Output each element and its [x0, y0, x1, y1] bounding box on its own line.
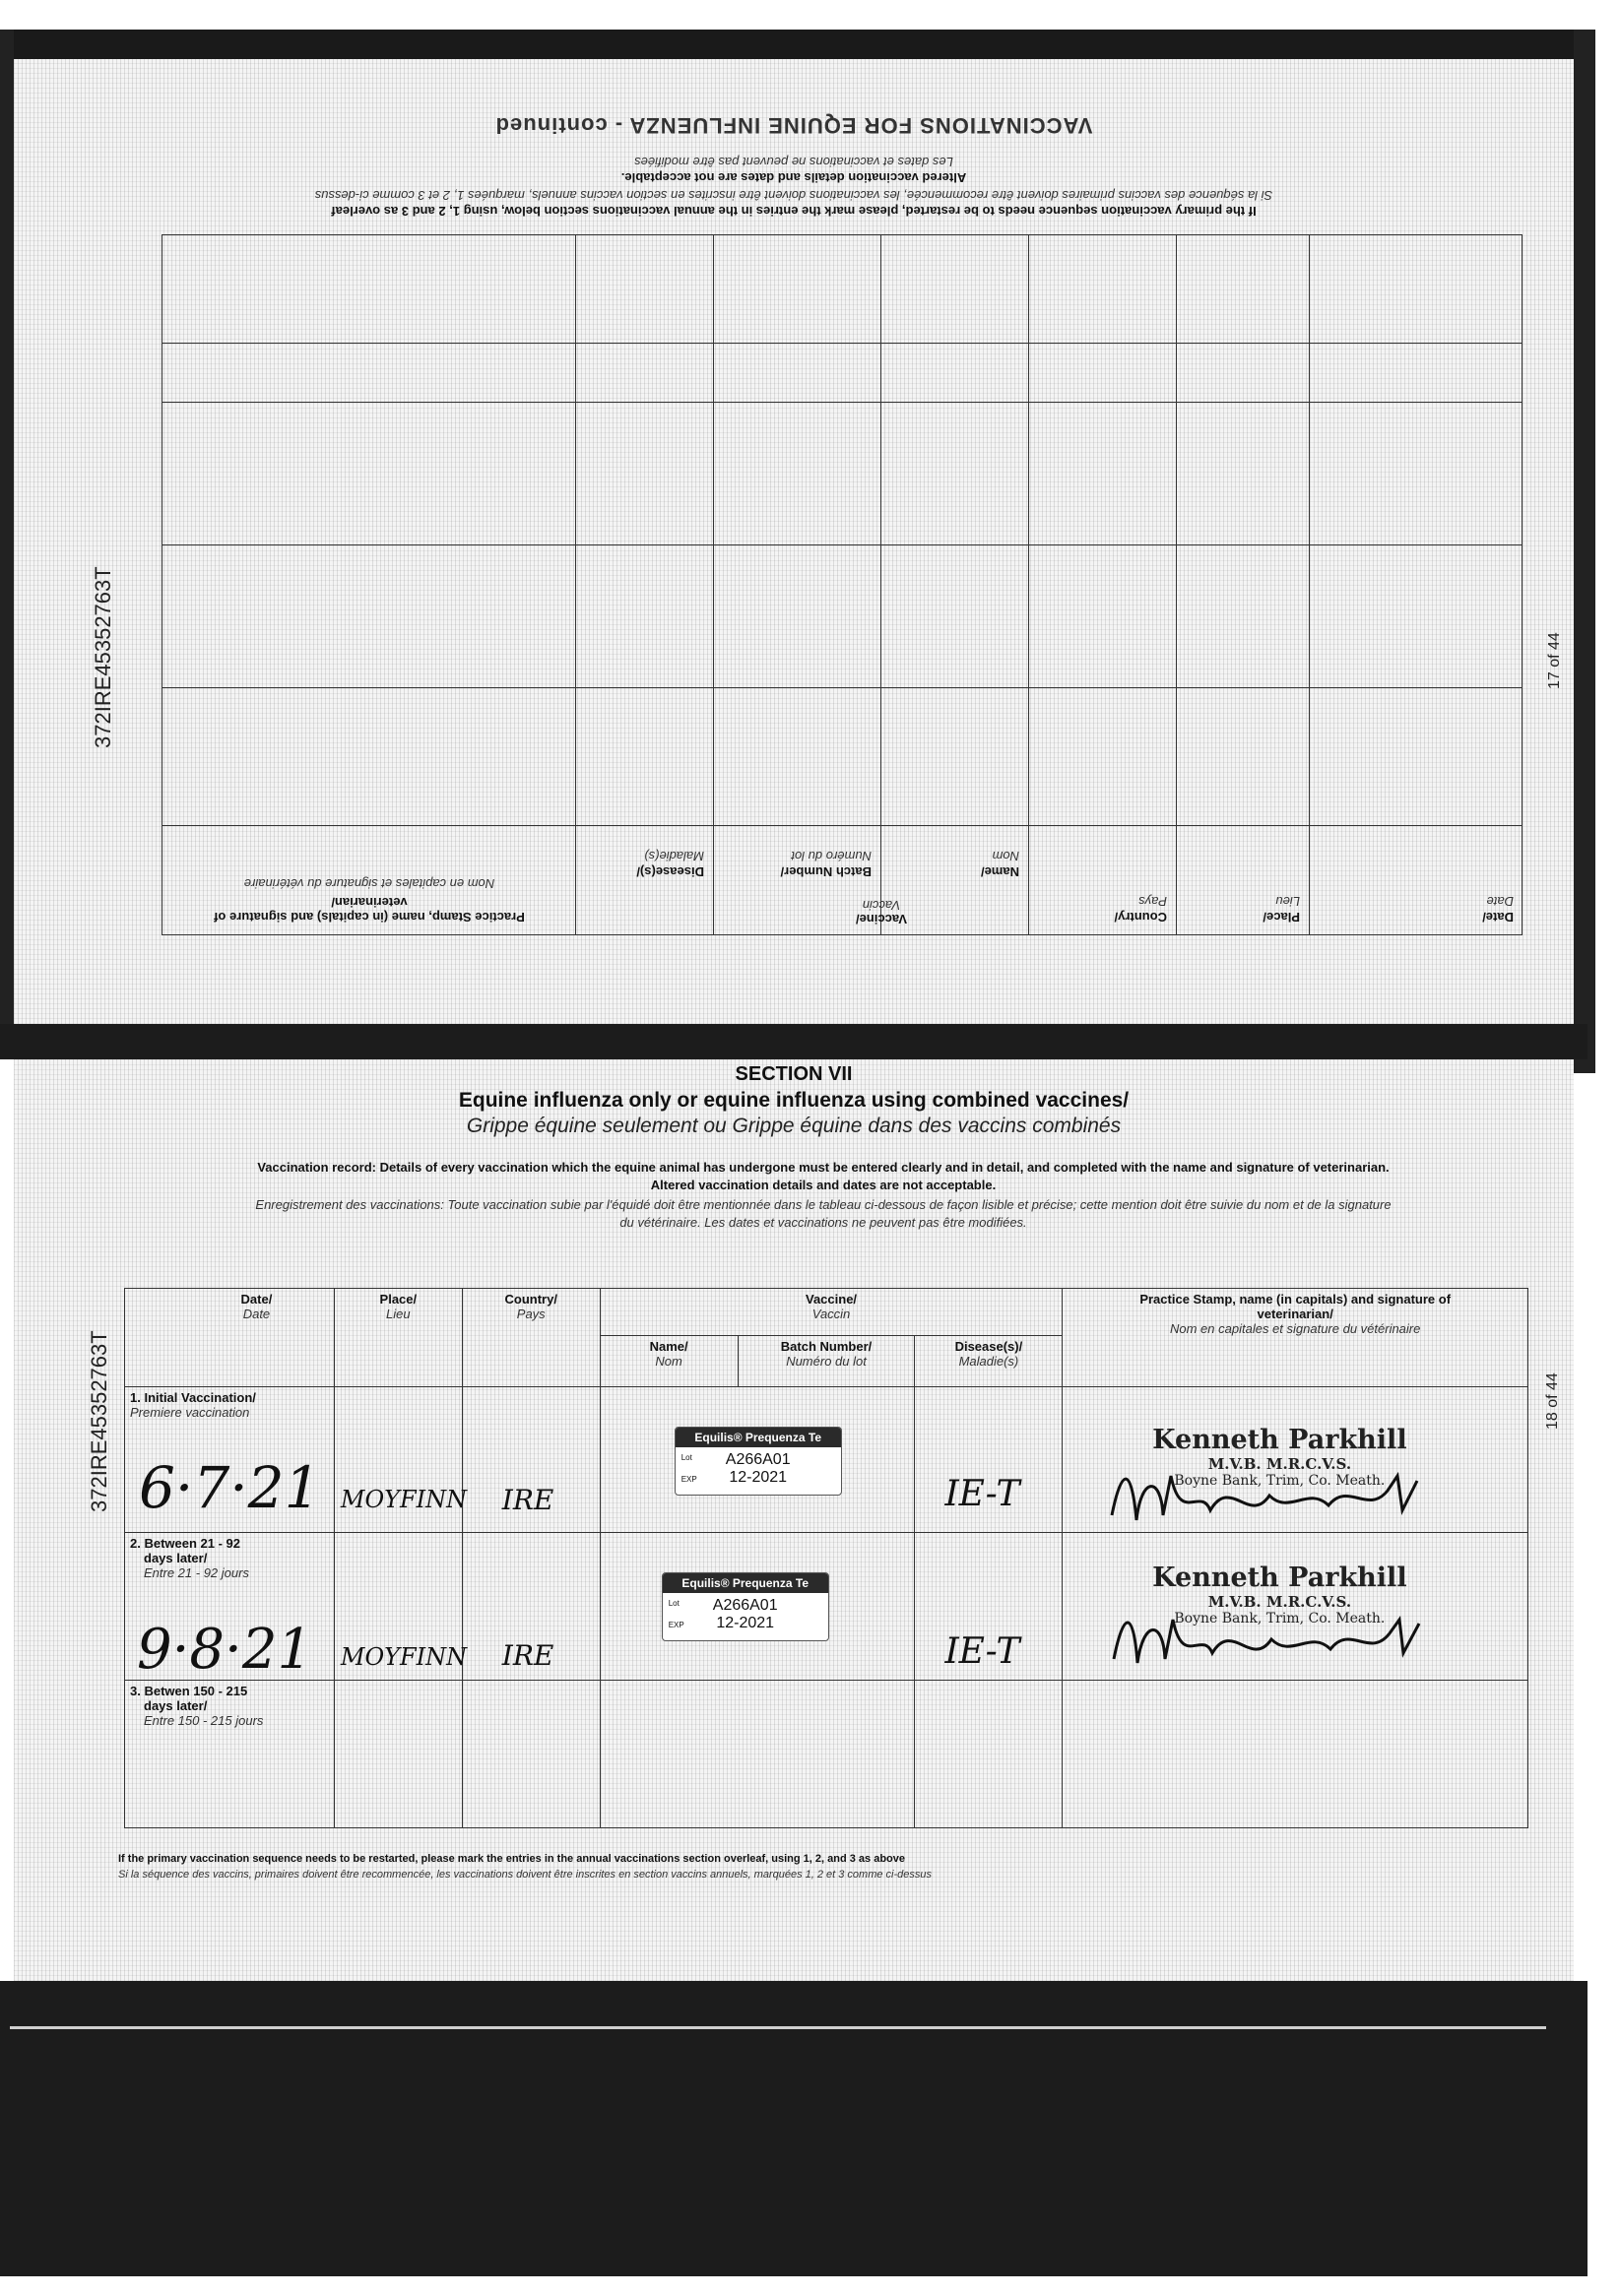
row1-stamp-name: Kenneth Parkhill [1152, 1425, 1407, 1455]
row1-vaccine-cell [600, 1387, 915, 1533]
upper-grid-line [162, 402, 1522, 403]
row2-disease: IE-T [944, 1631, 1020, 1672]
row2-label-fr: Entre 21 - 92 jours [144, 1565, 249, 1580]
row3-date-cell [125, 1681, 335, 1828]
row1-place: MOYFINN [340, 1486, 468, 1513]
header-vaccine-fr: Vaccin [811, 1307, 851, 1321]
row1-country-cell [462, 1387, 600, 1533]
row1-signature [1102, 1456, 1437, 1535]
header-name: Name/ [649, 1339, 688, 1354]
upper-grid-line [162, 687, 1522, 688]
row1-disease: IE-T [944, 1474, 1020, 1514]
header-date-cell [125, 1289, 335, 1387]
upper-header-place: Place/ [1263, 910, 1300, 925]
upper-header-country-fr: Pays [1138, 894, 1167, 909]
upper-page-number: 17 of 44 [1546, 632, 1563, 689]
row3-vaccine-cell [600, 1681, 915, 1828]
header-country-fr: Pays [516, 1307, 546, 1321]
row1-batch-number: A266A01 [725, 1451, 791, 1468]
table-header-row [125, 1289, 1528, 1336]
upper-header-vaccine-fr: Vaccin [862, 898, 901, 913]
row1-vaccine-label-body [676, 1447, 841, 1495]
upper-grid-line [1176, 235, 1177, 934]
scan-right-border [1574, 30, 1595, 1073]
upper-header-batch: Batch Number/ [780, 864, 872, 879]
record-instruction: Vaccination record: Details of every vaccination which the equine animal has undergone must be entered clearly and in detail, and completed with the name and signature of veterinarian. [257, 1160, 1390, 1175]
upper-vaccination-grid [162, 234, 1523, 935]
footer-note: If the primary vaccination sequence needs to be restarted, please mark the entries in the annual vaccinations section overleaf, using 1, 2, and 3 as above [118, 1853, 906, 1865]
lower-side-code: 372IRE45352763T [87, 1330, 111, 1512]
header-vaccine-cell [600, 1289, 1063, 1336]
row1-date: 6·7·21 [139, 1454, 321, 1521]
row3-practice-cell [1063, 1681, 1528, 1828]
upper-header-name-fr: Nom [992, 849, 1019, 863]
upper-header-date: Date/ [1482, 910, 1514, 925]
upper-header-disease: Disease(s)/ [636, 864, 704, 879]
row1-vaccine-name: Equilis® Prequenza Te [676, 1428, 841, 1447]
upper-band-title: VACCINATIONS FOR EQUINE INFLUENZA - continued [494, 113, 1093, 138]
upper-grid-line [1309, 235, 1310, 934]
upper-restart-notice: If the primary vaccination sequence needs to be restarted, please mark the entries in the annual vaccinations section below, using 1, 2 and 3 as overleaf [331, 204, 1257, 219]
row2-stamp-quals: M.V.B. M.R.C.V.S. [1207, 1593, 1352, 1611]
header-place: Place/ [379, 1292, 418, 1307]
row3-country-cell [462, 1681, 600, 1828]
header-practice-fr: Nom en capitales et signature du vétérinaire [1170, 1321, 1421, 1336]
header-name-fr: Nom [655, 1354, 682, 1369]
row1-label: 1. Initial Vaccination/ [130, 1390, 256, 1405]
lower-page [14, 1059, 1574, 1981]
upper-header-disease-fr: Maladie(s) [644, 849, 704, 863]
row2-vaccine-label-body [663, 1593, 828, 1640]
row2-batch-number: A266A01 [712, 1597, 778, 1614]
row2-lot-key: Lot [668, 1599, 680, 1608]
row1-label-fr: Premiere vaccination [130, 1405, 250, 1420]
upper-grid-line [162, 343, 1522, 344]
row2-disease-cell [915, 1533, 1063, 1681]
upper-grid-line [1028, 235, 1029, 934]
section-heading: SECTION VII [735, 1063, 853, 1085]
row2-country: IRE [501, 1639, 554, 1672]
record-instruction-fr: Enregistrement des vaccinations: Toute vaccination subie par l'équidé doit être mentionnée dans le tableau ci-dessous de façon lisible et précise; cette mention doit être suivie du nom et de la signature [255, 1197, 1392, 1212]
header-practice-2: veterinarian/ [1257, 1307, 1333, 1321]
page-title-fr: Grippe équine seulement ou Grippe équine dans des vaccins combinés [466, 1115, 1122, 1137]
row1-country: IRE [501, 1484, 554, 1516]
row2-place-cell [334, 1533, 468, 1681]
upper-header-name: Name/ [980, 864, 1019, 879]
scan-left-border [0, 30, 14, 1024]
upper-header-country: Country/ [1114, 910, 1167, 925]
row2-label-2: days later/ [144, 1551, 208, 1565]
row2-date-cell [125, 1533, 335, 1681]
row3-disease-cell [915, 1681, 1063, 1828]
footer-note-fr: Si la séquence des vaccins, primaires doivent être recommencée, les vaccinations doivent être inscrites en section vaccins annuels, marquées 1, 2 et 3 comme ci-dessus [118, 1869, 933, 1881]
upper-header-date-fr: Date [1486, 894, 1514, 909]
table-row [125, 1681, 1528, 1828]
row1-disease-cell [915, 1387, 1063, 1533]
row2-vaccine-label [662, 1572, 829, 1641]
page-title: Equine influenza only or equine influenza using combined vaccines/ [458, 1089, 1130, 1112]
upper-grid-line [575, 235, 576, 934]
row2-stamp-name: Kenneth Parkhill [1152, 1563, 1407, 1593]
header-place-fr: Lieu [386, 1307, 411, 1321]
header-place-cell [334, 1289, 462, 1387]
header-practice: Practice Stamp, name (in capitals) and signature of [1139, 1292, 1452, 1307]
row3-label-2: days later/ [144, 1698, 208, 1713]
header-name-cell [600, 1336, 738, 1387]
header-batch: Batch Number/ [780, 1339, 873, 1354]
row2-stamp-address: Boyne Bank, Trim, Co. Meath. [1174, 1611, 1386, 1626]
header-disease-fr: Maladie(s) [958, 1354, 1019, 1369]
row1-lot-key: Lot [680, 1453, 692, 1462]
row1-stamp-address: Boyne Bank, Trim, Co. Meath. [1174, 1473, 1386, 1489]
row3-label: 3. Betwen 150 - 215 [130, 1684, 248, 1698]
upper-restart-notice-fr: Si la séquence des vaccins primaires doivent être recommencée, les vaccinations doivent être inscrites en section vaccins annuels, marquées 1, 2 et 3 comme ci-dessus [314, 188, 1273, 203]
upper-altered-notice: Altered vaccination details and dates are not acceptable. [620, 170, 967, 185]
row2-practice-cell [1063, 1533, 1528, 1681]
table-row [125, 1533, 1528, 1681]
scan-top-border [0, 30, 1588, 59]
row1-expiry: 12-2021 [729, 1469, 788, 1486]
row2-label: 2. Between 21 - 92 [130, 1536, 240, 1551]
upper-page-rotated-content [14, 59, 1574, 1024]
upper-grid-line [880, 235, 881, 934]
row1-place-cell [334, 1387, 468, 1533]
upper-altered-notice-fr: Les dates et vaccinations ne peuvent pas être modifiées [634, 155, 953, 169]
header-vaccine: Vaccine/ [806, 1292, 858, 1307]
upper-header-place-fr: Lieu [1275, 894, 1300, 909]
header-disease-cell [915, 1336, 1063, 1387]
upper-grid-line [713, 235, 714, 934]
row2-vaccine-name: Equilis® Prequenza Te [663, 1573, 828, 1593]
row2-signature [1102, 1598, 1437, 1677]
upper-side-code: 372IRE45352763T [91, 566, 115, 748]
row2-exp-key: EXP [668, 1621, 684, 1629]
upper-grid-line [162, 825, 1522, 826]
row3-place-cell [334, 1681, 462, 1828]
upper-header-vaccine: Vaccine/ [855, 912, 908, 926]
scan-bottom-line [10, 2026, 1546, 2029]
row3-label-fr: Entre 150 - 215 jours [144, 1713, 264, 1728]
upper-grid-line [162, 544, 1522, 545]
header-batch-cell [738, 1336, 915, 1387]
scan-gutter [0, 1024, 1588, 1059]
record-instruction-fr-2: du vétérinaire. Les dates et vaccinations ne peuvent pas être modifiées. [619, 1215, 1027, 1230]
header-country: Country/ [504, 1292, 557, 1307]
row1-exp-key: EXP [680, 1475, 697, 1484]
row2-vaccine-cell [600, 1533, 915, 1681]
header-date-fr: Date [242, 1307, 271, 1321]
upper-header-practice: Practice Stamp, name (in capitals) and signature of veterinarian/ [214, 895, 525, 925]
header-practice-cell [1063, 1289, 1528, 1387]
upper-header-batch-fr: Numéro du lot [791, 849, 872, 863]
row2-place: MOYFINN [340, 1643, 468, 1671]
row2-date: 9·8·21 [137, 1618, 313, 1682]
header-batch-fr: Numéro du lot [786, 1354, 867, 1369]
scan-bottom-border [0, 1981, 1588, 2276]
table-row [125, 1387, 1528, 1533]
row1-practice-cell [1063, 1387, 1528, 1533]
record-instruction-2: Altered vaccination details and dates are not acceptable. [650, 1178, 997, 1192]
row1-stamp-quals: M.V.B. M.R.C.V.S. [1207, 1455, 1352, 1473]
upper-header-practice-fr: Nom en capitales et signature du vétérinaire [243, 876, 495, 891]
row2-expiry: 12-2021 [716, 1615, 775, 1631]
row2-country-cell [462, 1533, 600, 1681]
header-country-cell [462, 1289, 600, 1387]
row1-date-cell [125, 1387, 335, 1533]
vaccination-table [124, 1288, 1528, 1828]
header-disease: Disease(s)/ [954, 1339, 1023, 1354]
row1-vaccine-label [675, 1427, 842, 1496]
upper-page [14, 59, 1574, 1024]
lower-page-number: 18 of 44 [1544, 1372, 1561, 1430]
header-date: Date/ [240, 1292, 273, 1307]
